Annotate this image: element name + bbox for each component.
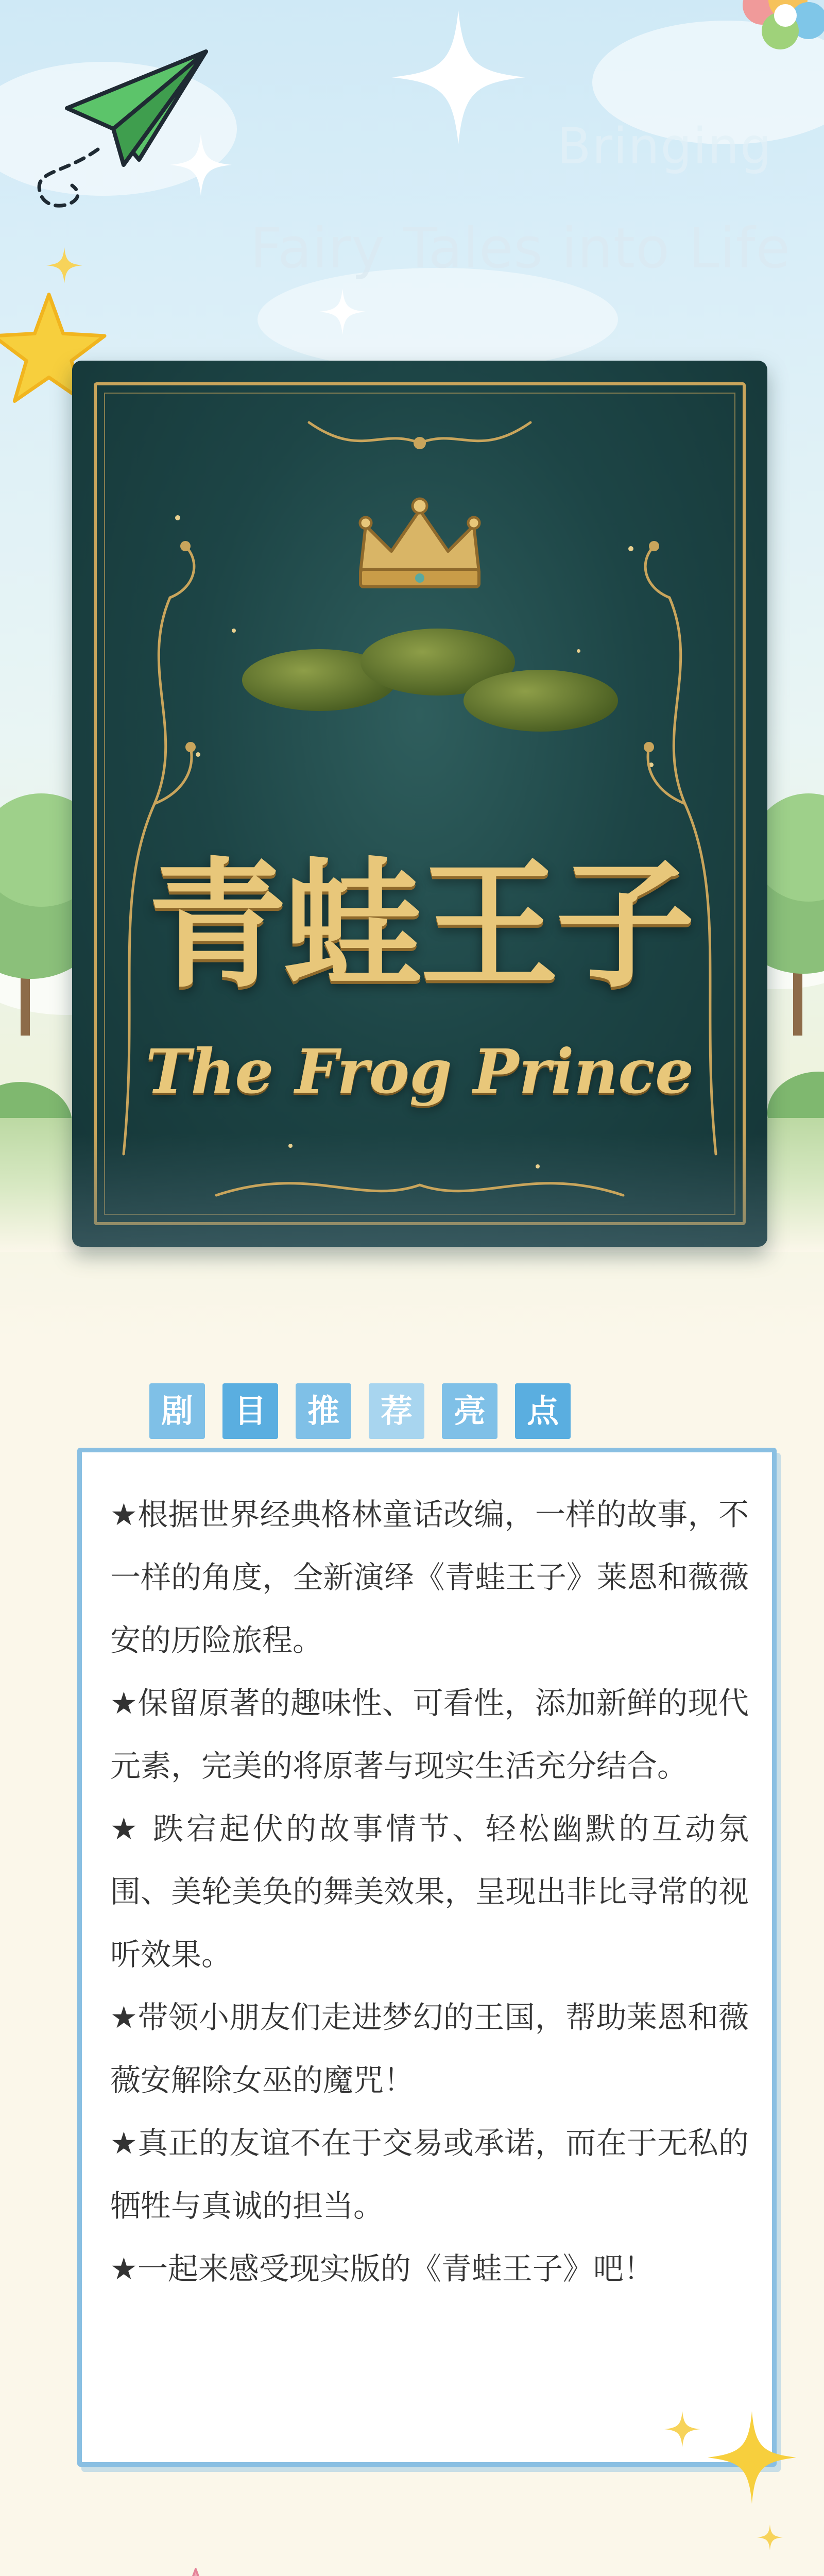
star-icon	[46, 247, 82, 283]
poster-title-cn: 青蛙王子	[148, 843, 692, 1007]
crown-icon	[350, 495, 489, 598]
highlights-card	[77, 1448, 777, 2467]
sparkle-icon	[391, 10, 525, 144]
sparkle-icon	[757, 2524, 783, 2550]
highlights-title-char: 推	[296, 1383, 351, 1439]
tagline-line2: Fairy Tales into Life	[250, 216, 791, 281]
highlight-item: ★真正的友谊不在于交易或承诺，而在于无私的牺牲与真诚的担当。	[110, 2125, 749, 2224]
highlights-title-char: 点	[515, 1383, 571, 1439]
highlights-title-char: 亮	[442, 1383, 497, 1439]
highlight-item: ★带领小朋友们走进梦幻的王国，帮助莱恩和薇薇安解除女巫的魔咒！	[110, 1999, 749, 2098]
highlight-item: ★ 跌宕起伏的故事情节、轻松幽默的互动氛围、美轮美奂的舞美效果，呈现出非比寻常的视听效果。	[110, 1811, 749, 1972]
highlights-text	[110, 1483, 749, 2300]
highlight-item: ★一起来感受现实版的《青蛙王子》吧！	[110, 2251, 654, 2286]
tagline-line1: Bringing	[557, 117, 772, 175]
flower-icon	[731, 0, 824, 57]
sparkle-icon	[690, 2406, 803, 2509]
highlights-title-char: 目	[222, 1383, 278, 1439]
star-icon	[162, 2566, 229, 2576]
lily-pad	[464, 670, 618, 732]
poster	[72, 361, 767, 1247]
highlight-item: ★根据世界经典格林童话改编，一样的故事，不一样的角度，全新演绎《青蛙王子》莱恩和薇薇安的历险旅程。	[110, 1497, 749, 1658]
highlights-title-char: 剧	[149, 1383, 205, 1439]
poster-title-en: The Frog Prince	[145, 1036, 694, 1107]
highlights-title-char: 荐	[369, 1383, 424, 1439]
sparkle-icon	[319, 289, 366, 335]
highlights-title	[149, 1383, 571, 1439]
sparkle-icon	[664, 2411, 700, 2447]
sparkle-icon	[170, 134, 232, 196]
highlight-item: ★保留原著的趣味性、可看性，添加新鲜的现代元素，完美的将原著与现实生活充分结合。	[110, 1685, 749, 1784]
